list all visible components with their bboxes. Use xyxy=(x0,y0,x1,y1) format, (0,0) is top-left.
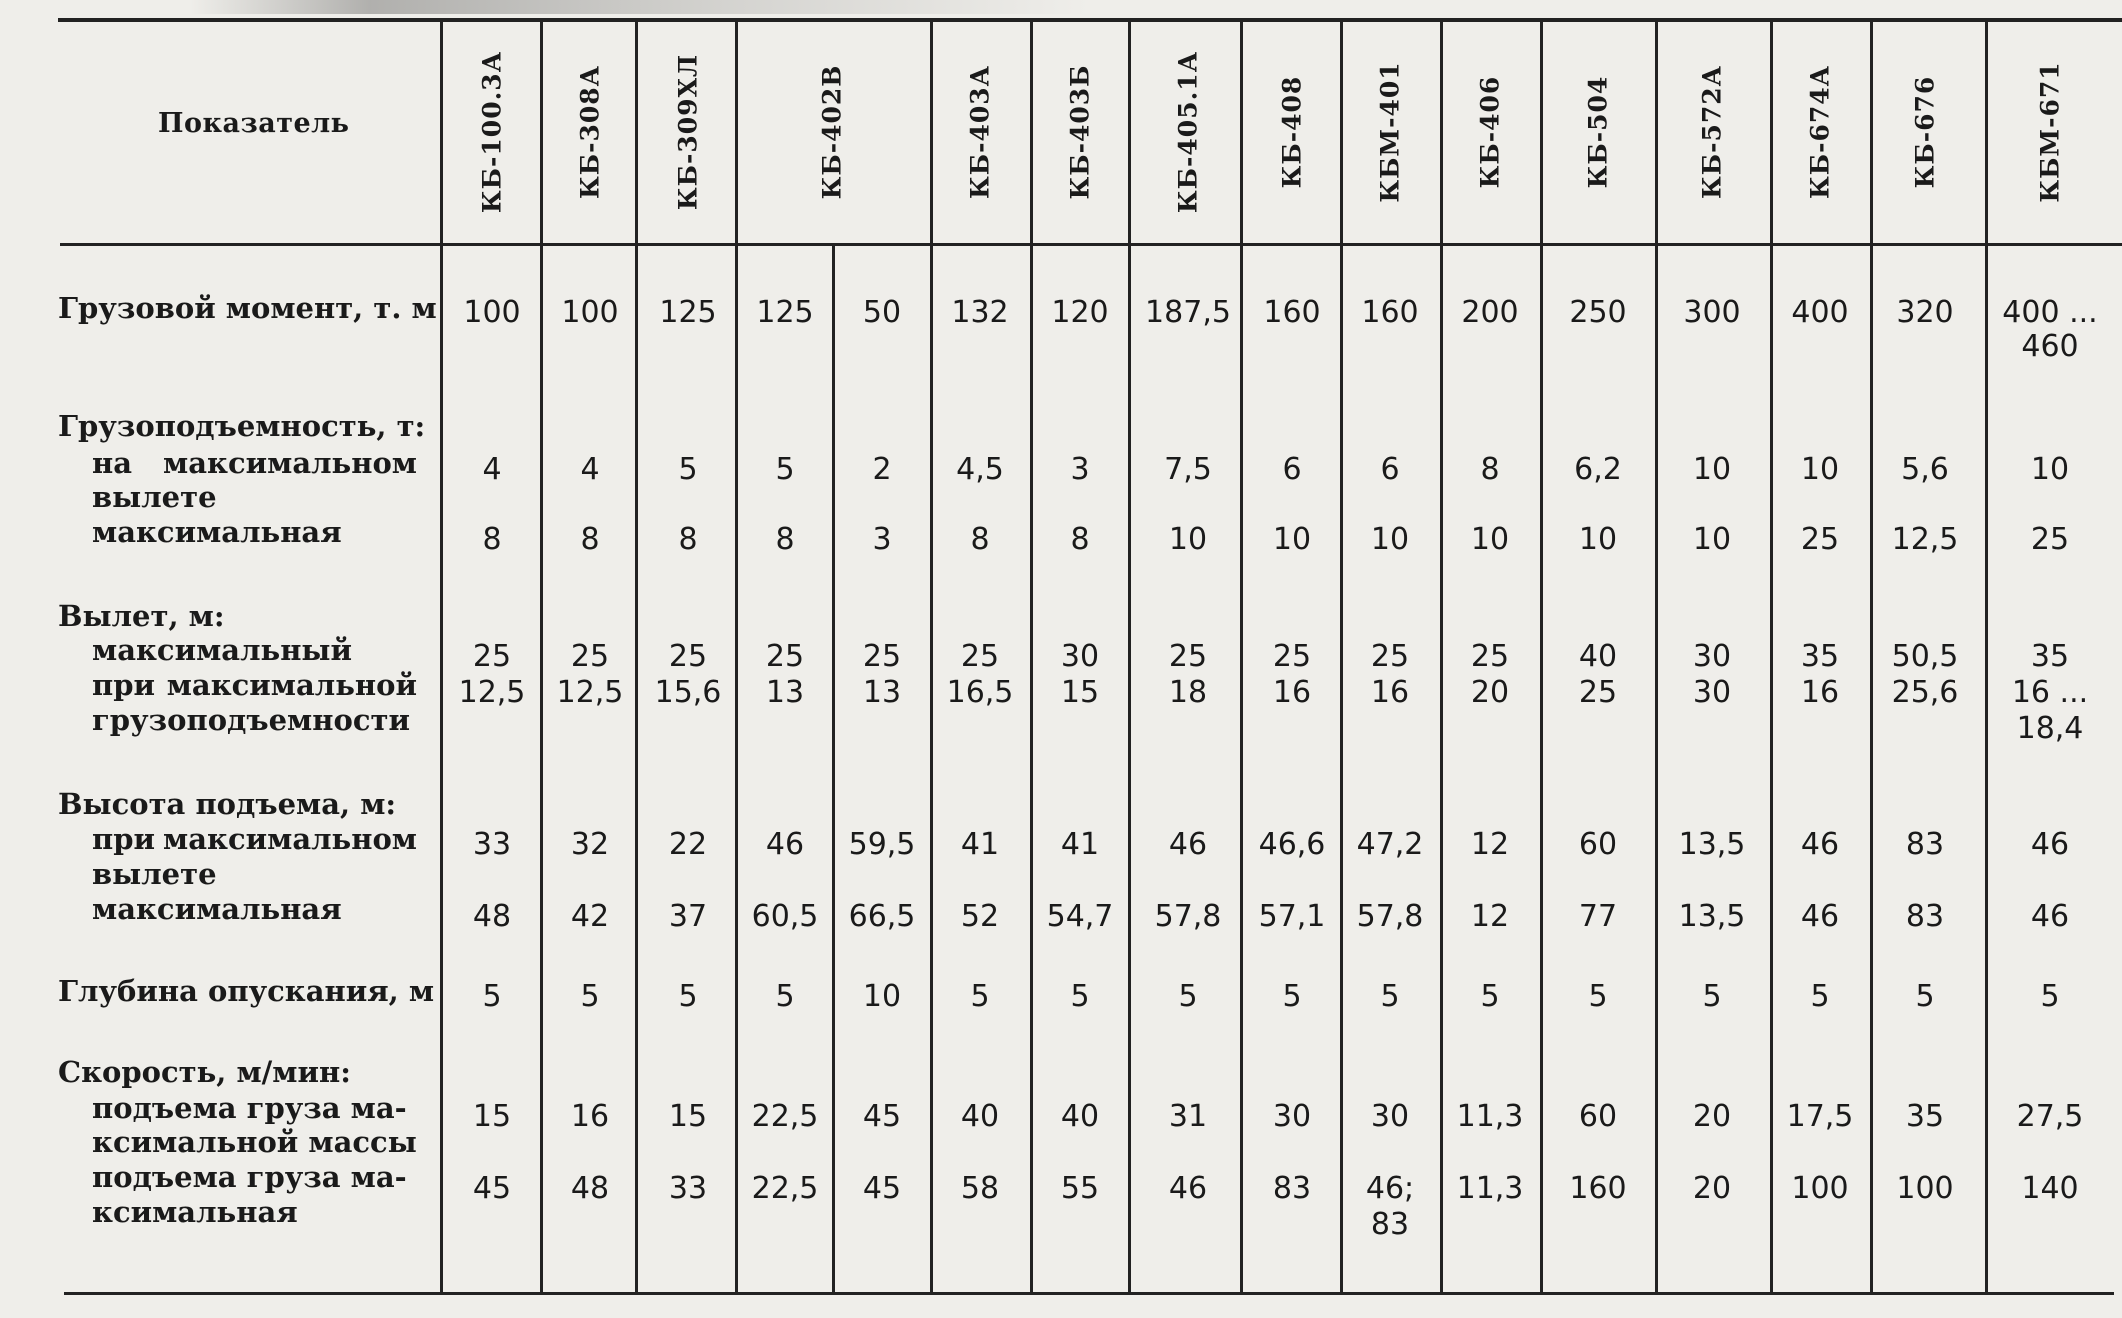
cell-depth: 5 xyxy=(580,979,600,1014)
cell-capacity-max-reach: 8 xyxy=(1480,452,1500,487)
body-column-divider xyxy=(832,246,835,1292)
cell-height-max: 48 xyxy=(472,899,512,934)
cell-reach-extra: 18,4 xyxy=(2016,711,2084,746)
cell-reach-max: 25 xyxy=(862,639,902,674)
bottom-rule xyxy=(64,1292,2114,1295)
cell-reach-at-max-capacity: 15 xyxy=(1060,675,1100,710)
cell-reach-at-max-capacity: 20 xyxy=(1470,675,1510,710)
cell-height-max-reach: 47,2 xyxy=(1356,827,1424,862)
cell-reach-at-max-capacity: 30 xyxy=(1692,675,1732,710)
top-rule xyxy=(58,18,2122,22)
cell-reach-at-max-capacity: 13 xyxy=(862,675,902,710)
cell-height-max: 42 xyxy=(570,899,610,934)
header-column-divider xyxy=(540,20,543,243)
body-column-divider xyxy=(440,246,443,1292)
cell-height-max: 57,1 xyxy=(1258,899,1326,934)
cell-moment: 100 xyxy=(463,295,521,330)
cell-reach-at-max-capacity: 16 xyxy=(1370,675,1410,710)
label-capacity-sub1-cont: вылете xyxy=(92,480,217,514)
cell-speed-max-mass: 20 xyxy=(1692,1099,1732,1134)
column-header: КБМ-671 xyxy=(2035,61,2065,203)
cell-capacity-max: 3 xyxy=(872,522,892,557)
cell-height-max-reach: 41 xyxy=(960,827,1000,862)
body-column-divider xyxy=(1870,246,1873,1292)
body-column-divider xyxy=(1540,246,1543,1292)
cell-moment: 400 xyxy=(1791,295,1849,330)
label-reach: Вылет, м: xyxy=(58,599,225,633)
cell-speed-max-mass: 16 xyxy=(570,1099,610,1134)
cell-height-max: 54,7 xyxy=(1046,899,1114,934)
cell-moment: 320 xyxy=(1896,295,1954,330)
header-column-divider xyxy=(1655,20,1658,243)
cell-speed-max: 46 xyxy=(1168,1171,1208,1206)
cell-depth: 5 xyxy=(1380,979,1400,1014)
cell-reach-max: 25 xyxy=(1168,639,1208,674)
label-height-sub1-cont: вылете xyxy=(92,857,217,891)
header-column-divider xyxy=(635,20,638,243)
cell-depth: 5 xyxy=(970,979,990,1014)
cell-speed-max-mass: 60 xyxy=(1578,1099,1618,1134)
cell-speed-max: 11,3 xyxy=(1456,1171,1524,1206)
cell-depth: 5 xyxy=(482,979,502,1014)
header-indicator-label: Показатель xyxy=(158,108,350,139)
cell-speed-max-mass: 11,3 xyxy=(1456,1099,1524,1134)
cell-reach-max: 30 xyxy=(1060,639,1100,674)
cell-capacity-max-reach: 4,5 xyxy=(956,452,1004,487)
label-speed-sub2-cont: ксимальная xyxy=(92,1195,298,1229)
label-depth: Глубина опускания, м xyxy=(58,974,435,1008)
cell-moment: 160 xyxy=(1361,295,1419,330)
cell-height-max-reach: 32 xyxy=(570,827,610,862)
column-header: КБ-402В xyxy=(817,64,847,200)
cell-reach-max: 25 xyxy=(960,639,1000,674)
cell-height-max-reach: 12 xyxy=(1470,827,1510,862)
cell-capacity-max: 12,5 xyxy=(1891,522,1959,557)
cell-capacity-max: 10 xyxy=(1272,522,1312,557)
label-speed-sub1: подъема груза ма- xyxy=(92,1091,407,1125)
cell-speed-max: 100 xyxy=(1896,1171,1954,1206)
cell-height-max: 60,5 xyxy=(751,899,819,934)
cell-depth: 5 xyxy=(1282,979,1302,1014)
cell-moment: 300 xyxy=(1683,295,1741,330)
body-column-divider xyxy=(1770,246,1773,1292)
cell-height-max-reach: 33 xyxy=(472,827,512,862)
cell-capacity-max: 8 xyxy=(678,522,698,557)
cell-reach-at-max-capacity: 25,6 xyxy=(1891,675,1959,710)
cell-speed-max-mass: 30 xyxy=(1272,1099,1312,1134)
cell-height-max: 77 xyxy=(1578,899,1618,934)
cell-speed-max-mass: 31 xyxy=(1168,1099,1208,1134)
cell-height-max-reach: 22 xyxy=(668,827,708,862)
header-column-divider xyxy=(1870,20,1873,243)
cell-speed-max-mass: 15 xyxy=(668,1099,708,1134)
header-column-divider xyxy=(930,20,933,243)
body-column-divider xyxy=(1985,246,1988,1292)
body-column-divider xyxy=(1030,246,1033,1292)
cell-reach-max: 25 xyxy=(472,639,512,674)
cell-reach-max: 25 xyxy=(570,639,610,674)
body-column-divider xyxy=(635,246,638,1292)
cell-height-max: 83 xyxy=(1905,899,1945,934)
cell-depth: 5 xyxy=(678,979,698,1014)
cell-capacity-max-reach: 10 xyxy=(2030,452,2070,487)
cell-speed-max: 33 xyxy=(668,1171,708,1206)
cell-reach-max: 25 xyxy=(765,639,805,674)
cell-speed-max-mass: 40 xyxy=(1060,1099,1100,1134)
cell-depth: 5 xyxy=(1915,979,1935,1014)
cell-height-max: 46 xyxy=(1800,899,1840,934)
cell-moment: 250 xyxy=(1569,295,1627,330)
column-header: КБ-406 xyxy=(1475,75,1505,189)
cell-speed-max-mass: 22,5 xyxy=(751,1099,819,1134)
column-header: КБ-676 xyxy=(1910,75,1940,189)
cell-reach-max: 35 xyxy=(1800,639,1840,674)
cell-depth: 5 xyxy=(1810,979,1830,1014)
cell-reach-at-max-capacity: 25 xyxy=(1578,675,1618,710)
cell-speed-max: 58 xyxy=(960,1171,1000,1206)
cell-capacity-max-reach: 5 xyxy=(775,452,795,487)
label-capacity-sub2: максимальная xyxy=(92,515,342,549)
header-column-divider xyxy=(440,20,443,243)
cell-height-max: 66,5 xyxy=(848,899,916,934)
cell-moment: 187,5 xyxy=(1145,295,1231,330)
cell-depth: 5 xyxy=(1588,979,1608,1014)
label-reach-sub1: максимальный xyxy=(92,633,353,667)
cell-depth: 5 xyxy=(1070,979,1090,1014)
cell-speed-max-mass: 17,5 xyxy=(1786,1099,1854,1134)
cell-height-max: 46 xyxy=(2030,899,2070,934)
cell-reach-max: 25 xyxy=(1470,639,1510,674)
label-reach-sub2: при максимальной xyxy=(92,668,417,702)
column-header: КБ-572А xyxy=(1697,64,1727,200)
cell-moment: 132 xyxy=(951,295,1009,330)
header-column-divider xyxy=(1240,20,1243,243)
column-header: КБ-504 xyxy=(1583,75,1613,189)
cell-reach-max: 25 xyxy=(668,639,708,674)
cell-capacity-max: 8 xyxy=(775,522,795,557)
header-column-divider xyxy=(735,20,738,243)
cell-reach-max: 40 xyxy=(1578,639,1618,674)
cell-moment: 125 xyxy=(659,295,717,330)
cell-height-max-reach: 46,6 xyxy=(1258,827,1326,862)
column-header: КБМ-401 xyxy=(1375,61,1405,203)
cell-capacity-max-reach: 6 xyxy=(1282,452,1302,487)
column-header: КБ-308А xyxy=(575,64,605,200)
column-header: КБ-408 xyxy=(1277,75,1307,189)
cell-moment: 160 xyxy=(1263,295,1321,330)
cell-height-max: 13,5 xyxy=(1678,899,1746,934)
body-column-divider xyxy=(1655,246,1658,1292)
cell-speed-max: 45 xyxy=(862,1171,902,1206)
cell-speed-max: 48 xyxy=(570,1171,610,1206)
header-column-divider xyxy=(1540,20,1543,243)
cell-height-max-reach: 13,5 xyxy=(1678,827,1746,862)
cell-moment: 125 xyxy=(756,295,814,330)
cell-speed-max: 22,5 xyxy=(751,1171,819,1206)
cell-reach-at-max-capacity: 16,5 xyxy=(946,675,1014,710)
cell-capacity-max: 8 xyxy=(580,522,600,557)
cell-speed-max-mass: 45 xyxy=(862,1099,902,1134)
cell-height-max-reach: 46 xyxy=(1168,827,1208,862)
body-column-divider xyxy=(735,246,738,1292)
cell-reach-max: 50,5 xyxy=(1891,639,1959,674)
cell-capacity-max-reach: 6,2 xyxy=(1574,452,1622,487)
cell-reach-at-max-capacity: 12,5 xyxy=(458,675,526,710)
column-header: КБ-403Б xyxy=(1065,64,1095,200)
label-height: Высота подъема, м: xyxy=(58,787,397,821)
cell-height-max-reach: 59,5 xyxy=(848,827,916,862)
cell-capacity-max: 8 xyxy=(482,522,502,557)
cell-capacity-max: 25 xyxy=(2030,522,2070,557)
cell-reach-max: 35 xyxy=(2030,639,2070,674)
body-column-divider xyxy=(1240,246,1243,1292)
cell-depth: 5 xyxy=(775,979,795,1014)
cell-capacity-max-reach: 5 xyxy=(678,452,698,487)
scan-smudge xyxy=(190,0,1090,14)
cell-speed-max: 55 xyxy=(1060,1171,1100,1206)
body-column-divider xyxy=(930,246,933,1292)
cell-capacity-max: 25 xyxy=(1800,522,1840,557)
column-header: КБ-100.3А xyxy=(477,50,507,214)
cell-capacity-max: 10 xyxy=(1692,522,1732,557)
cell-capacity-max-reach: 2 xyxy=(872,452,892,487)
cell-height-max: 52 xyxy=(960,899,1000,934)
cell-capacity-max-reach: 4 xyxy=(482,452,502,487)
cell-speed-max-mass: 35 xyxy=(1905,1099,1945,1134)
cell-capacity-max-reach: 10 xyxy=(1692,452,1732,487)
cell-speed-max: 20 xyxy=(1692,1171,1732,1206)
cell-capacity-max: 10 xyxy=(1168,522,1208,557)
cell-moment: 200 xyxy=(1461,295,1519,330)
header-rule xyxy=(60,243,2122,246)
cell-capacity-max-reach: 5,6 xyxy=(1901,452,1949,487)
cell-reach-max: 30 xyxy=(1692,639,1732,674)
header-column-divider xyxy=(1128,20,1131,243)
label-moment: Грузовой момент, т. м xyxy=(58,291,437,325)
cell-speed-max: 100 xyxy=(1791,1171,1849,1206)
body-column-divider xyxy=(1440,246,1443,1292)
cell-capacity-max-reach: 4 xyxy=(580,452,600,487)
header-column-divider xyxy=(1340,20,1343,243)
cell-reach-at-max-capacity: 12,5 xyxy=(556,675,624,710)
cell-depth: 5 xyxy=(1702,979,1722,1014)
cell-speed-max: 160 xyxy=(1569,1171,1627,1206)
cell-reach-at-max-capacity: 18 xyxy=(1168,675,1208,710)
cell-height-max: 37 xyxy=(668,899,708,934)
cell-reach-at-max-capacity: 16 ... xyxy=(2011,675,2089,710)
cell-speed-max-mass: 15 xyxy=(472,1099,512,1134)
cell-speed-max-mass: 27,5 xyxy=(2016,1099,2084,1134)
cell-depth: 5 xyxy=(2040,979,2060,1014)
label-height-sub2: максимальная xyxy=(92,892,342,926)
cell-height-max: 57,8 xyxy=(1356,899,1424,934)
cell-moment: 120 xyxy=(1051,295,1109,330)
cell-capacity-max-reach: 6 xyxy=(1380,452,1400,487)
label-reach-sub3: грузоподъемности xyxy=(92,703,410,737)
body-column-divider xyxy=(1340,246,1343,1292)
column-header: КБ-674А xyxy=(1805,64,1835,200)
cell-speed-max-mass: 30 xyxy=(1370,1099,1410,1134)
cell-height-max-reach: 46 xyxy=(765,827,805,862)
label-capacity: Грузоподъемность, т: xyxy=(58,409,426,443)
cell-capacity-max: 8 xyxy=(1070,522,1090,557)
label-speed-sub1-cont: ксимальной массы xyxy=(92,1125,417,1159)
cell-speed-max: 140 xyxy=(2021,1171,2079,1206)
cell-moment: 50 xyxy=(862,295,902,330)
cell-capacity-max: 10 xyxy=(1370,522,1410,557)
header-column-divider xyxy=(1440,20,1443,243)
cell-height-max-reach: 46 xyxy=(1800,827,1840,862)
cell-height-max-reach: 41 xyxy=(1060,827,1100,862)
cell-speed-max: 45 xyxy=(472,1171,512,1206)
cell-speed-max: 83 xyxy=(1272,1171,1312,1206)
body-column-divider xyxy=(540,246,543,1292)
cell-depth: 5 xyxy=(1480,979,1500,1014)
column-header: КБ-309ХЛ xyxy=(673,53,703,211)
column-header: КБ-403А xyxy=(965,64,995,200)
cell-reach-at-max-capacity: 15,6 xyxy=(654,675,722,710)
cell-moment: 100 xyxy=(561,295,619,330)
cell-capacity-max: 10 xyxy=(1470,522,1510,557)
cell-height-max: 12 xyxy=(1470,899,1510,934)
cell-height-max-reach: 60 xyxy=(1578,827,1618,862)
header-column-divider xyxy=(1770,20,1773,243)
cell-reach-max: 25 xyxy=(1272,639,1312,674)
cell-depth: 10 xyxy=(862,979,902,1014)
cell-speed-max-mass: 40 xyxy=(960,1099,1000,1134)
cell-height-max: 57,8 xyxy=(1154,899,1222,934)
header-column-divider xyxy=(1985,20,1988,243)
cell-reach-at-max-capacity: 16 xyxy=(1272,675,1312,710)
label-speed: Скорость, м/мин: xyxy=(58,1055,351,1089)
label-height-sub1: при максимальном xyxy=(92,822,417,856)
cell-capacity-max-reach: 3 xyxy=(1070,452,1090,487)
label-capacity-sub1: на максимальном xyxy=(92,446,417,480)
cell-reach-at-max-capacity: 16 xyxy=(1800,675,1840,710)
cell-reach-max: 25 xyxy=(1370,639,1410,674)
body-column-divider xyxy=(1128,246,1131,1292)
column-header: КБ-405.1А xyxy=(1173,50,1203,214)
cell-speed-extra: 83 xyxy=(1370,1207,1410,1242)
cell-capacity-max: 8 xyxy=(970,522,990,557)
cell-capacity-max-reach: 10 xyxy=(1800,452,1840,487)
cell-depth: 5 xyxy=(1178,979,1198,1014)
cell-height-max-reach: 83 xyxy=(1905,827,1945,862)
cell-speed-max: 46; xyxy=(1365,1171,1415,1206)
cell-capacity-max: 10 xyxy=(1578,522,1618,557)
header-column-divider xyxy=(1030,20,1033,243)
label-speed-sub2: подъема груза ма- xyxy=(92,1160,407,1194)
cell-capacity-max-reach: 7,5 xyxy=(1164,452,1212,487)
cell-reach-at-max-capacity: 13 xyxy=(765,675,805,710)
cell-height-max-reach: 46 xyxy=(2030,827,2070,862)
cell-moment: 400 ... 460 xyxy=(2002,295,2098,364)
